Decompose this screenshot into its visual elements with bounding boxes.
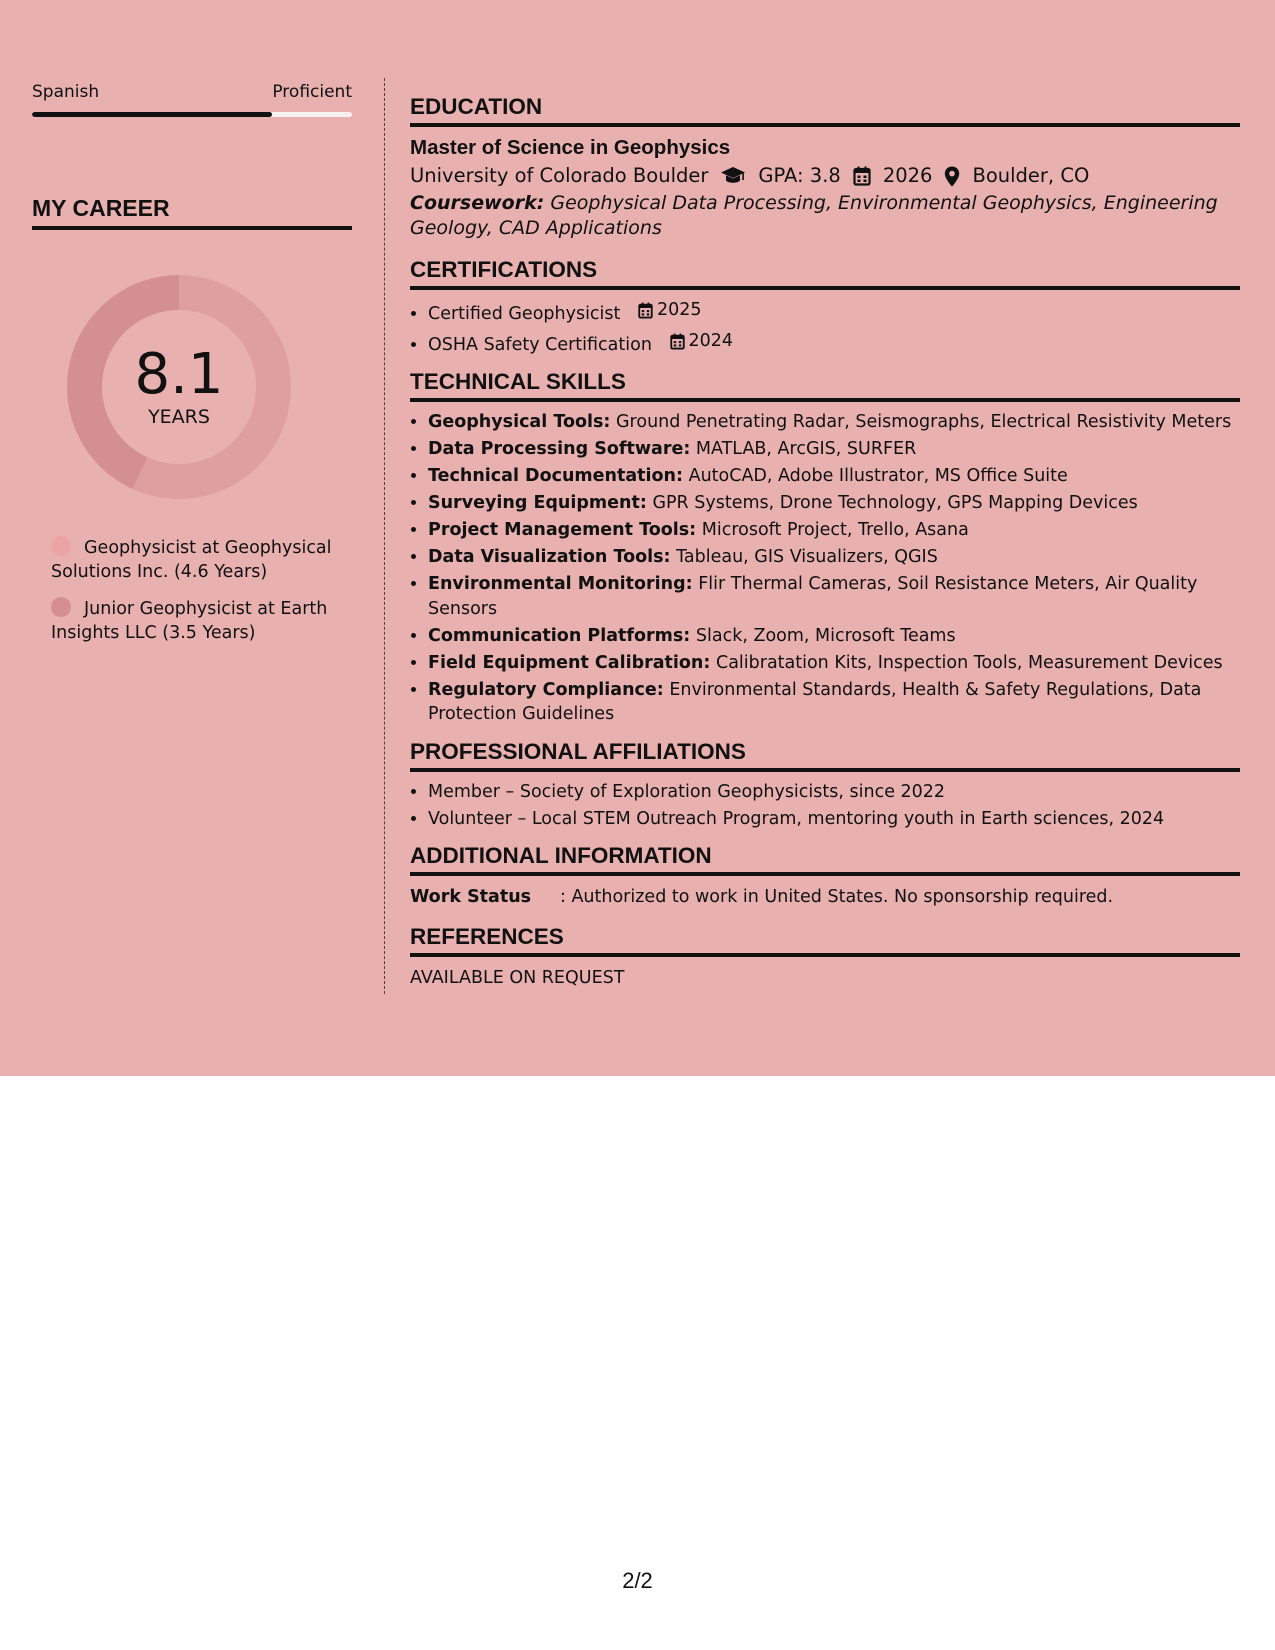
language-name: Spanish [32,82,100,102]
skill-name: Regulatory Compliance: [428,679,664,700]
language-row [32,82,352,102]
education-section [410,94,1240,241]
career-legend-dot [51,536,71,556]
calendar-icon [638,302,653,319]
education-year: 2026 [882,164,933,187]
skill-name: Project Management Tools: [428,520,697,540]
skill-value: MATLAB, ArcGIS, SURFER [695,439,917,459]
right-column [410,94,1240,991]
affiliations-heading: PROFESSIONAL AFFILIATIONS [410,739,1240,772]
certification-item [428,329,1240,357]
skill-item [428,624,1240,649]
skill-value: Slack, Zoom, Microsoft Teams [695,625,956,646]
skills-heading: TECHNICAL SKILLS [410,369,1240,402]
affiliations-section [410,739,1240,832]
certifications-list [410,298,1240,357]
certification-name: Certified Geophysicist [428,303,621,324]
education-gpa: GPA: 3.8 [758,164,841,187]
certification-year: 2024 [688,330,734,351]
calendar-icon [670,333,685,350]
skill-value: Ground Penetrating Radar, Seismographs, Electrical Resistivity Meters [616,412,1232,432]
education-heading: EDUCATION [410,94,1240,127]
additional-heading: ADDITIONAL INFORMATION [410,843,1240,876]
skill-value: Tableau, GIS Visualizers, QGIS [676,547,938,567]
skills-section [410,369,1240,727]
coursework-label: Coursework: [410,192,545,214]
column-divider [384,78,385,994]
skill-value: Calibratation Kits, Inspection Tools, Measurement Devices [715,652,1223,673]
career-legend-dot [51,597,71,617]
left-column [32,82,352,658]
skill-name: Environmental Monitoring: [428,574,693,594]
skill-name: Surveying Equipment: [428,493,647,513]
coursework-text: Geophysical Data Processing, Environmental Geophysics, Engineering Geology, CAD Applications [410,192,1218,239]
additional-section [410,843,1240,910]
career-item-label: Junior Geophysicist at Earth Insights LLC (3.5 Years) [51,599,328,643]
work-status-row [410,884,1240,910]
career-item-label: Geophysicist at Geophysical Solutions Inc. (4.6 Years) [51,538,332,582]
skill-name: Technical Documentation: [428,466,684,486]
skill-value: Environmental Standards, Health & Safety Regulations, Data Protection Guidelines [428,679,1202,724]
language-proficiency-fill [32,112,272,117]
language-proficiency-bar [32,112,352,117]
education-coursework [410,191,1240,241]
career-total-unit: YEARS [148,406,210,428]
education-location: Boulder, CO [972,164,1090,187]
work-status-value: : Authorized to work in United States. No sponsorship required. [560,887,1114,907]
certification-year: 2025 [656,300,702,320]
skill-item [428,437,1240,462]
education-details [410,161,1240,191]
certification-date [670,329,734,354]
certifications-section [410,257,1240,357]
career-item [51,536,351,584]
skill-item [428,651,1240,676]
skill-name: Data Processing Software: [428,439,691,459]
affiliation-item: • Volunteer – Local STEM Outreach Program, mentoring youth in Earth sciences, 2024 [428,807,1240,832]
skill-item [428,545,1240,570]
location-pin-icon [944,166,960,187]
skill-value: AutoCAD, Adobe Illustrator, MS Office Suite [688,466,1068,486]
skill-item [428,491,1240,516]
references-section [410,924,1240,991]
affiliations-list [410,780,1240,832]
certifications-heading: CERTIFICATIONS [410,257,1240,290]
skill-item [428,518,1240,543]
skill-value: Microsoft Project, Trello, Asana [701,520,969,540]
career-heading: MY CAREER [32,195,352,230]
skill-name: Communication Platforms: [428,625,691,646]
skill-item [428,410,1240,435]
work-status-label: Work Status [410,887,532,907]
career-item [51,597,351,645]
affiliation-item: • Member – Society of Exploration Geophysicists, since 2022 [428,780,1240,805]
career-total-years: 8.1 [134,342,224,407]
career-list [51,536,351,645]
donut-center [66,342,292,428]
skill-value: GPR Systems, Drone Technology, GPS Mapping Devices [652,493,1138,513]
page-number: 2/2 [622,1568,653,1593]
skill-name: Field Equipment Calibration: [428,652,711,673]
calendar-icon [853,166,871,186]
certification-date [638,298,702,323]
certification-item [428,298,1240,326]
references-text: AVAILABLE ON REQUEST [410,968,625,988]
skill-item [428,464,1240,489]
certification-name: OSHA Safety Certification [428,334,652,355]
skill-value: Flir Thermal Cameras, Soil Resistance Meters, Air Quality Sensors [428,574,1198,619]
language-level: Proficient [272,82,352,102]
skill-item [428,678,1240,727]
references-heading: REFERENCES [410,924,1240,957]
education-degree: Master of Science in Geophysics [410,136,731,159]
skill-name: Data Visualization Tools: [428,547,671,567]
graduation-cap-icon [720,166,746,186]
education-school: University of Colorado Boulder [410,164,709,187]
skill-name: Geophysical Tools: [428,412,611,432]
skill-item [428,572,1240,621]
skills-list [410,410,1240,727]
career-donut-chart [66,274,292,500]
